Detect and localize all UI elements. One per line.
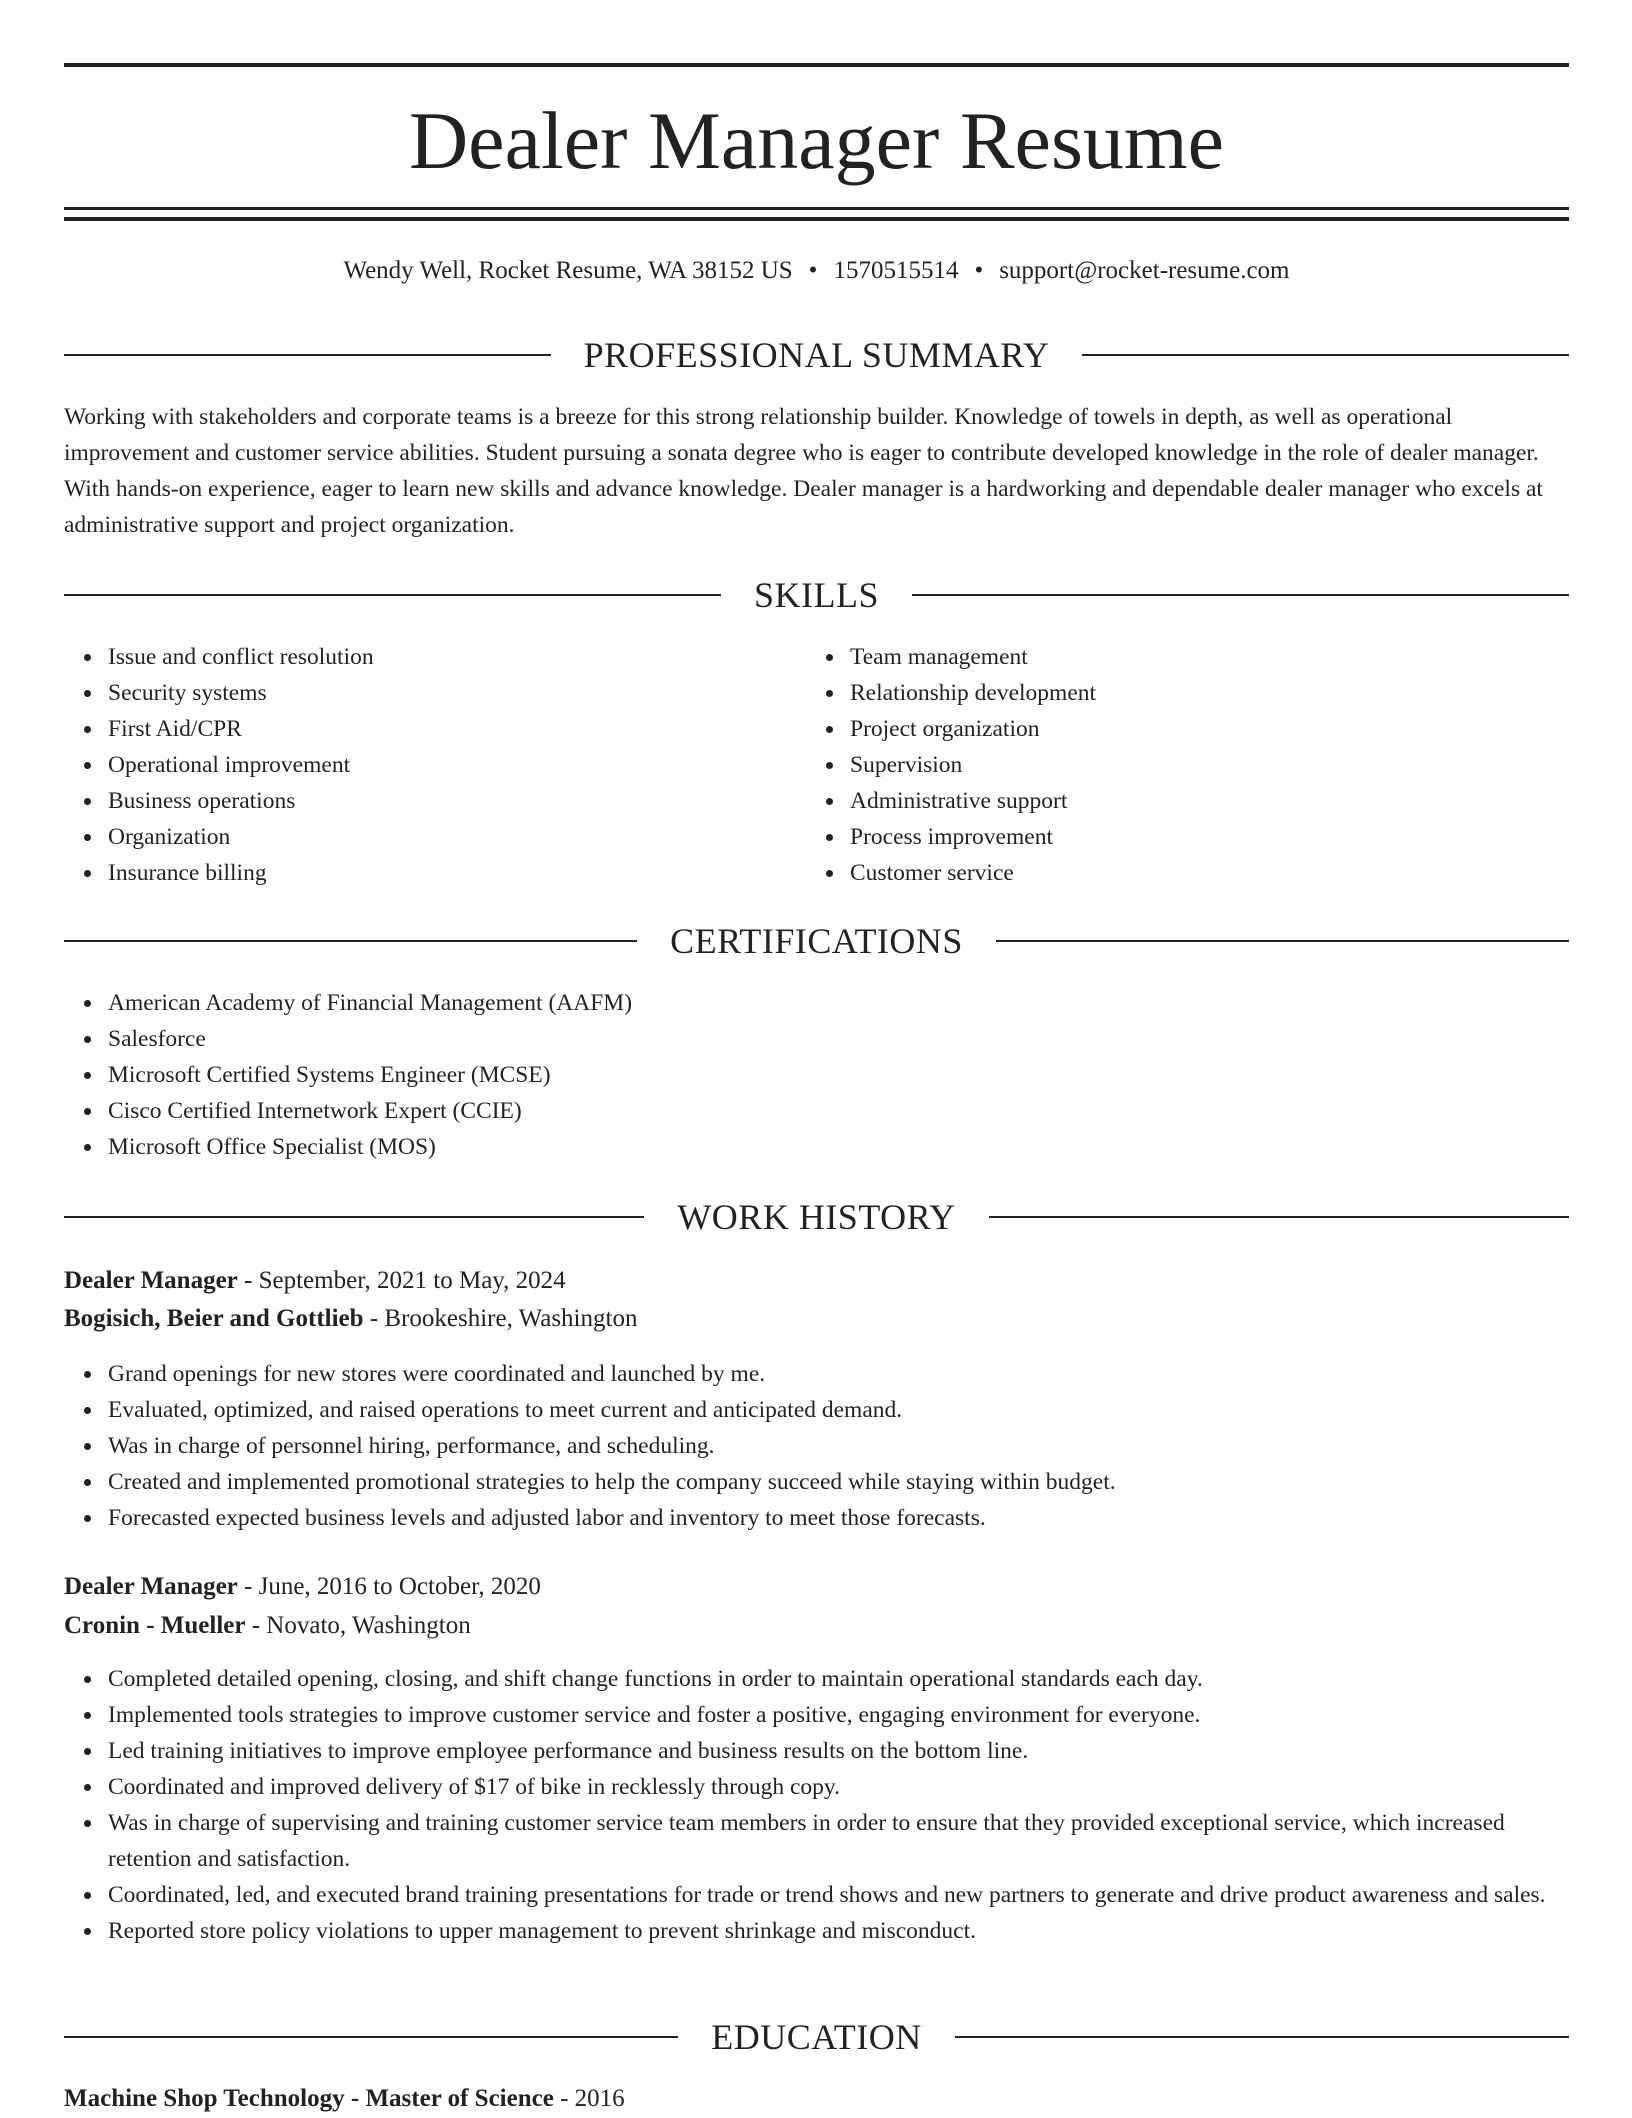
skill-item: Security systems	[108, 675, 808, 711]
skill-item: Relationship development	[850, 675, 1550, 711]
section-heading-certifications	[64, 916, 1569, 966]
job-dates: - September, 2021 to May, 2024	[237, 1267, 566, 1294]
skill-item: Process improvement	[850, 819, 1550, 855]
job-dates: - June, 2016 to October, 2020	[237, 1573, 541, 1600]
job-title-line	[64, 1568, 1569, 1606]
job-duties-list	[64, 1356, 1569, 1536]
job-duty-item: Grand openings for new stores were coordinated and launched by me.	[108, 1356, 1569, 1392]
certification-item: Microsoft Office Specialist (MOS)	[108, 1129, 1508, 1165]
certification-item: Cisco Certified Internetwork Expert (CCIE)	[108, 1093, 1508, 1129]
section-heading-education	[64, 2012, 1569, 2062]
section-heading-work-history	[64, 1192, 1569, 1242]
education-degree: Machine Shop Technology - Master of Science	[64, 2085, 554, 2112]
skill-item: Issue and conflict resolution	[108, 639, 808, 675]
job-title-line	[64, 1262, 1569, 1300]
contact-separator: •	[974, 257, 984, 284]
job-duty-item: Implemented tools strategies to improve customer service and foster a positive, engaging environment for everyone.	[108, 1697, 1569, 1733]
skill-item: First Aid/CPR	[108, 711, 808, 747]
job-duty-item: Evaluated, optimized, and raised operations to meet current and anticipated demand.	[108, 1392, 1569, 1428]
job-duty-item: Was in charge of personnel hiring, performance, and scheduling.	[108, 1428, 1569, 1464]
section-rule-right	[912, 594, 1569, 596]
summary-paragraph: Working with stakeholders and corporate teams is a breeze for this strong relationship builder. Knowledge of towels in depth, as well as operational improvement and customer service abilities. Student pursuing a sonata degree who is eager to contribute developed knowledge in the role of dealer manager. With hands-on experience, eager to learn new skills and advance knowledge. Dealer manager is a hardworking and dependable dealer manager who excels at administrative support and project organization.	[64, 404, 1543, 538]
skill-item: Customer service	[850, 855, 1550, 891]
section-rule-right	[1082, 354, 1569, 356]
job-duties-list	[64, 1661, 1569, 1949]
certification-item: Microsoft Certified Systems Engineer (MCSE)	[108, 1057, 1508, 1093]
job-company-line	[64, 1607, 1569, 1645]
skills-list-left	[64, 639, 808, 891]
section-rule-left	[64, 354, 551, 356]
section-rule-left	[64, 1216, 644, 1218]
section-rule-left	[64, 2036, 678, 2038]
header-top-rule	[64, 63, 1569, 67]
job-duty-item: Forecasted expected business levels and adjusted labor and inventory to meet those forecasts.	[108, 1500, 1569, 1536]
contact-address: Wendy Well, Rocket Resume, WA 38152 US	[343, 257, 793, 284]
contact-phone: 1570515514	[833, 257, 959, 284]
skill-item: Insurance billing	[108, 855, 808, 891]
education-year: - 2016	[553, 2085, 625, 2112]
section-title: PROFESSIONAL SUMMARY	[583, 335, 1050, 375]
contact-line	[64, 253, 1569, 289]
job-duty-item: Reported store policy violations to upper management to prevent shrinkage and misconduct.	[108, 1913, 1569, 1949]
job-duty-item: Coordinated, led, and executed brand training presentations for trade or trend shows and new partners to generate and drive product awareness and sales.	[108, 1877, 1569, 1913]
certification-item: American Academy of Financial Management (AAFM)	[108, 985, 1508, 1021]
job-company-line	[64, 1300, 1569, 1338]
resume-title: Dealer Manager Resume	[408, 95, 1225, 186]
skill-item: Operational improvement	[108, 747, 808, 783]
header-double-rule	[64, 207, 1569, 221]
contact-email: support@rocket-resume.com	[999, 257, 1290, 284]
job-location: - Brookeshire, Washington	[363, 1305, 638, 1332]
job-location: - Novato, Washington	[245, 1612, 471, 1639]
contact-separator: •	[808, 257, 818, 284]
certification-item: Salesforce	[108, 1021, 1508, 1057]
section-rule-left	[64, 594, 721, 596]
job-title: Dealer Manager	[64, 1267, 238, 1294]
job-duty-item: Created and implemented promotional strategies to help the company succeed while staying within budget.	[108, 1464, 1569, 1500]
job-company: Cronin - Mueller	[64, 1612, 246, 1639]
job-title: Dealer Manager	[64, 1573, 238, 1600]
section-heading-summary	[64, 330, 1569, 380]
skill-item: Business operations	[108, 783, 808, 819]
skill-item: Team management	[850, 639, 1550, 675]
skill-item: Supervision	[850, 747, 1550, 783]
skills-list-right	[806, 639, 1550, 891]
section-rule-right	[955, 2036, 1569, 2038]
skill-item: Project organization	[850, 711, 1550, 747]
section-heading-skills	[64, 570, 1569, 620]
skill-item: Organization	[108, 819, 808, 855]
section-rule-left	[64, 940, 637, 942]
education-entry	[64, 2080, 1569, 2118]
skill-item: Administrative support	[850, 783, 1550, 819]
job-company: Bogisich, Beier and Gottlieb	[64, 1305, 364, 1332]
job-duty-item: Led training initiatives to improve employee performance and business results on the bottom line.	[108, 1733, 1569, 1769]
section-title: CERTIFICATIONS	[670, 921, 963, 961]
job-duty-item: Was in charge of supervising and training customer service team members in order to ensure that they provided exceptional service, which increased retention and satisfaction.	[108, 1805, 1569, 1877]
section-rule-right	[989, 1216, 1569, 1218]
certifications-list	[64, 985, 1508, 1165]
section-rule-right	[996, 940, 1569, 942]
section-title: SKILLS	[754, 575, 880, 615]
section-title: WORK HISTORY	[677, 1197, 956, 1237]
job-duty-item: Coordinated and improved delivery of $17 of bike in recklessly through copy.	[108, 1769, 1569, 1805]
section-title: EDUCATION	[711, 2017, 922, 2057]
job-duty-item: Completed detailed opening, closing, and shift change functions in order to maintain operational standards each day.	[108, 1661, 1569, 1697]
